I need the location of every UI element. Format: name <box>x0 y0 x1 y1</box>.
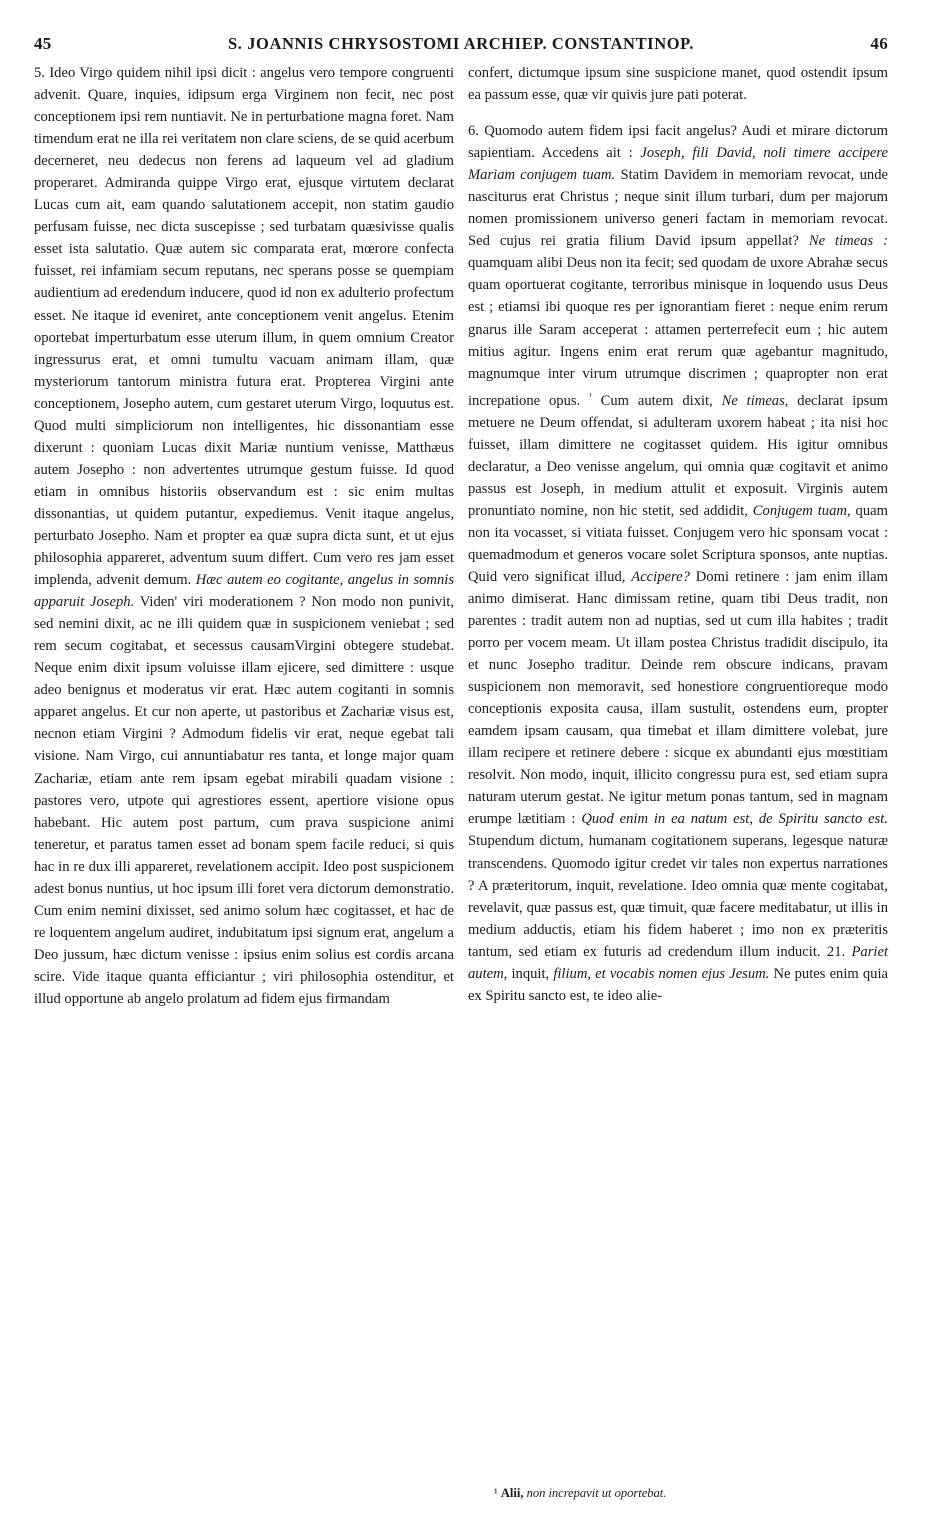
italic-quotation: filium, et vocabis nomen ejus Jesum. <box>553 965 770 982</box>
text-run: Ne putes enim quia ex Spiritu sancto est, te ideo alie- <box>468 965 889 1004</box>
text-run: quamquam alibi Deus non ita fecit; sed quodam de uxore Abrahæ secus quam oportuerat cogitante, terroribus minisque in loquendo usus Deus est ; etiamsi ibi quoque res per ignorantiam fieret : neque enim rerum gnarus ille Saram acceperat : attamen perterrefecit eum ; hic autem mitius agitur. Ingens enim erat rerum quæ agebantur magnitudo, magnumque inter virum utrumque discrimen ; quapropter non erat increpatione opus. <box>468 255 888 409</box>
footnote <box>0 1484 928 1502</box>
footnote-marker: ¹ <box>494 1486 498 1500</box>
left-column <box>34 62 454 1010</box>
italic-quotation: Ne timeas : <box>808 233 888 250</box>
text-run: inquit, <box>507 965 554 982</box>
running-head <box>34 34 888 60</box>
footnote-text: non increpavit ut oportebat. <box>526 1486 667 1500</box>
paragraph <box>468 120 888 1007</box>
italic-quotation: Joseph, fili David, noli timere accipere Mariam conjugem tuam. <box>468 145 888 184</box>
running-title: S. JOANNIS CHRYSOSTOMI ARCHIEP. CONSTANTINOP. <box>227 34 695 53</box>
page-number-right: 46 <box>870 34 888 53</box>
text-run: Statim Davidem in memoriam revocat, unde nasciturus erat Christus ; neque sinit illum turbari, dum per majorum nomen promissionem universo generi factam in memoriam revocat. Sed cujus rei gratia filium David ipsum appellat? <box>468 167 888 250</box>
italic-quotation: Quod enim in ea natum est, de Spiritu sancto est. <box>581 811 888 828</box>
text-run: , quam non ita vocasset, si vitiata fuisset. Conjugem vero hic sponsam vocat : quemadmodum et generos vocare solet Scriptura sponsos, ante nuptias. Quid vero significat illud, <box>468 502 888 585</box>
text-run: Cum autem dixit, <box>591 392 722 409</box>
paragraph <box>468 62 888 106</box>
footnote-reference: ¹ <box>589 390 592 401</box>
italic-quotation: Pariet autem, <box>468 943 888 982</box>
text-columns <box>34 62 888 1010</box>
text-run: Viden' viri moderationem ? Non modo non punivit, sed nemini dixit, ac ne illi quidem quæ in suspicionem veniebat ; sed rem secum cogitabat, et secessus causamVirgini obtegere studebat. Neque enim dixit ipsum voluisse illam ejicere, sed dimittere : usque adeo benignus et moderatus vir erat. Hæc autem cogitanti in somnis apparet angelus. Et cur non aperte, ut pastoribus et Zachariæ visus est, necnon etiam Virgini ? Admodum fidelis vir erat, neque egebat tali visione. Nam Virgo, cui annuntiabatur res tanta, et longe major quam Zachariæ, etiam ante rem ipsam egebat mirabili quadam visione : pastores vero, utpote qui agrestiores essent, apertiore visione opus habebant. Hic autem post partum, cum prava suspicione animi teneretur, et paratus tamen esset ad bonam spem facile reduci, si quis hac in re dux illi appareret, revelationem accipit. Ideo post suspicionem adest bonus nuntius, ut hoc ipsum illi foret vera dictorum demonstratio. Cum enim nemini dixisset, sed animo solum hæc cogitasset, et hac de re loquentem angelum audiret, indubitatum ipsi signum erat, angelum a Deo jussum, hæc dictum venisse : ipsius enim solius est cordis arcana scire. Vide itaque quanta efficiantur ; viri philosophia ostenditur, et illud opportune ab angelo prolatum ad fidem ejus firmandam <box>34 594 454 1007</box>
paragraph <box>34 62 454 1010</box>
text-run: Domi retinere : jam enim illam animo dimiserat. Hanc dimissam retine, quam tibi Deus tradit, non parentes : tradit autem non ad nuptias, sed ut cum illa habites ; tradit porro per vocem meam. Ut illam postea Christus tradidit discipulo, ita et nunc Josepho traditur. Deinde rem obscure indicans, pravam suspicionem non memoravit, sed honestiore congruentioreque modo conceptionis exposita causa, illam sustulit, ostendens eum, propter eamdem ipsam causam, qua timebat et illam dimittere volebat, jure illam recipere et retinere debere : sicque ex abundanti ejus mœstitiam resolvit. Non modo, inquit, illicito congressu pura est, sed etiam supra naturam uterum gestat. Ne igitur metum ponas tantum, sed in magnam erumpe lætitiam : <box>468 568 888 828</box>
footnote-source: Alii, <box>500 1486 524 1500</box>
right-column <box>468 62 888 1010</box>
italic-quotation: Ne timeas <box>721 392 785 409</box>
footnote-area <box>0 1484 928 1502</box>
text-run: confert, dictumque ipsum sine suspicione manet, quod ostendit ipsum ea passum esse, quæ vir quivis jure pati poterat. <box>468 65 888 104</box>
text-run: Stupendum dictum, humanam cogitationem superans, legesque naturæ transcendens. Quomodo igitur credet vir tales non expertus narrationes ? A præteritorum, inquit, revelatione. Ideo omnia quæ mente cogitabat, revelavit, quæ passus est, quæ timuit, quæ facere meditabatur, ut illis in medium adductis, etiam his fidem haberet ; imo non ex præteritis tantum, sed etiam ex futuris ad credendum illum inducit. 21. <box>468 833 888 960</box>
italic-quotation: Hæc autem eo cogitante, angelus in somnis apparuit Joseph. <box>34 572 454 611</box>
text-run: 5. Ideo Virgo quidem nihil ipsi dicit : angelus vero tempore congruenti advenit. Quare, inquies, idipsum erga Virginem non fecit, nec post conceptionem ipsi rem nuntiavit. Ne in perturbatione magna foret. Nam timendum erat ne illa rei veritatem non clare sciens, de se quid acerbum decerneret, neu dedecus non ferens ad laqueum vel ad gladium properaret. Admiranda quippe Virgo erat, ejusque virtutem declarat Lucas cum ait, eam quando salutationem accepit, non statim gaudio perfusam fuisse, nec dicta suscepisse ; sed turbatam quæsivisse qualis esset ista salutatio. Quæ autem sic comparata erat, mœrore confecta fuisset, rei infamiam secum reputans, nec sperans posse se quempiam audientium ad eredendum inducere, quod id non ex adulterio profectum esset. Ne itaque id eveniret, ante conceptionem venit angelus. Etenim oportebat imperturbatum esse uterum illum, in quem omnium Creator ingressurus erat, et omni tumultu vacuam animam illam, quæ mysteriorum tantorum ministra futura erat. Propterea Virgini ante conceptionem, Josepho autem, cum gestaret uterum Virgo, loquutus est. Quod multi simpliciorum non intelligentes, hic dissonantiam esse dixerunt : quoniam Lucas dixit Mariæ nuntium venisse, Matthæus autem Josepho : non advertentes utrumque gestum fuisse. Id quod etiam in omnibus historiis observandum est : sic enim multas dissonantias, ut quidem putantur, expediemus. Venit itaque angelus, perturbato Josepho. Nam et propter ea quæ supra dicta sunt, et ut ejus philosophia appareret, adventum suum differt. Cum vero res jam esset implenda, advenit demum. <box>34 65 454 589</box>
text-run: , declarat ipsum metuere ne Deum offendat, si adulteram uxorem habeat ; ita nisi hoc fuisset, illam dimittere ne cogitasset quidem. His igitur omnibus declaratur, a Deo venisse angelum, qui omnia quæ cogitavit et animo passus est Joseph, in medium attulit et exposuit. Virginis autem pronuntiato nomine, non hic stetit, sed addidit, <box>468 392 888 519</box>
page-number-left: 45 <box>34 34 52 53</box>
text-run: 6. Quomodo autem fidem ipsi facit angelus? Audi et mirare dictorum sapientiam. Accedens ait : <box>468 123 888 162</box>
italic-quotation: Accipere? <box>631 568 690 585</box>
italic-quotation: Conjugem tuam <box>752 502 847 519</box>
